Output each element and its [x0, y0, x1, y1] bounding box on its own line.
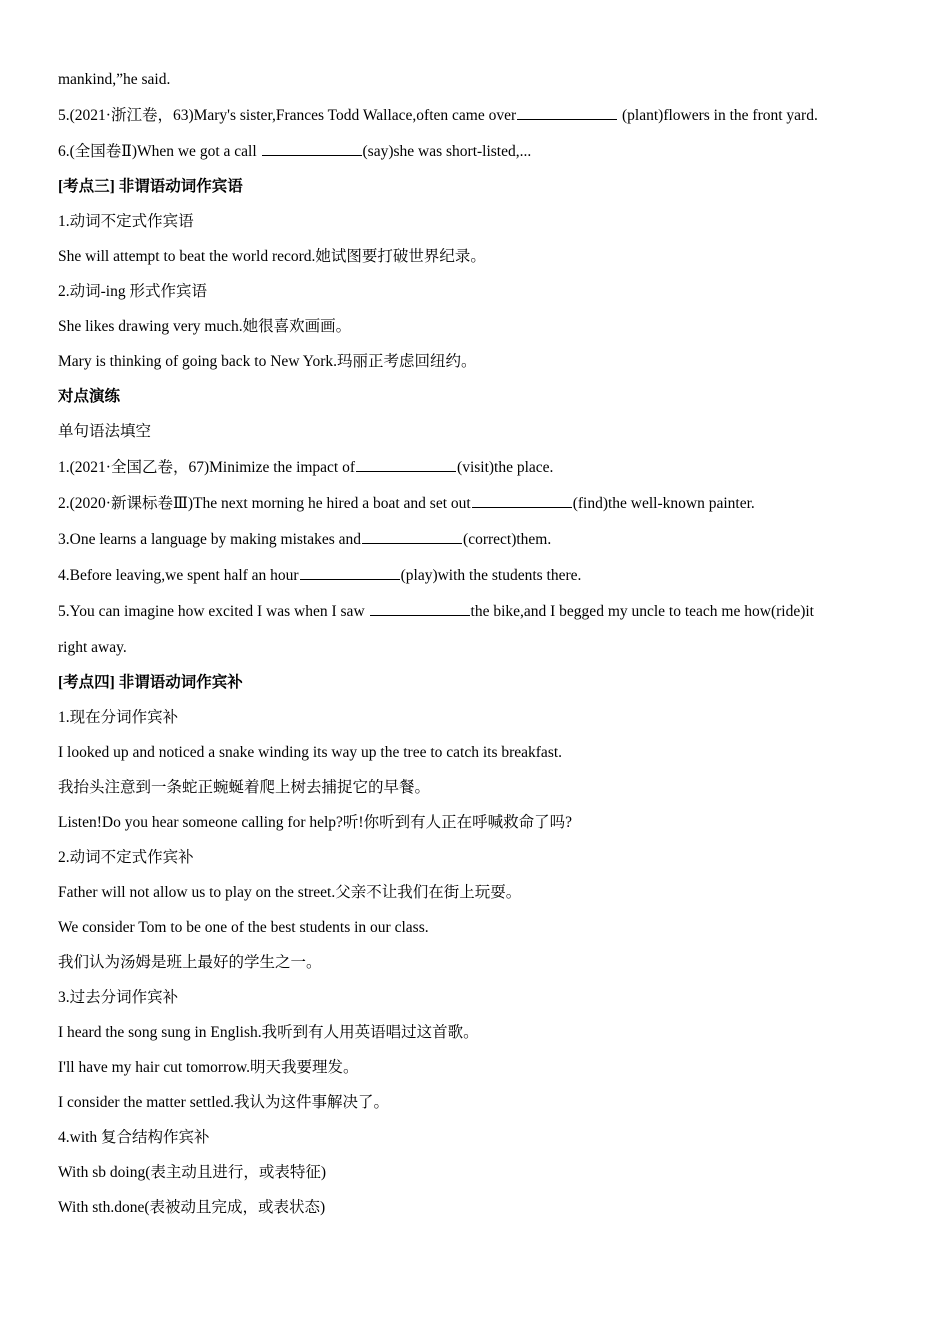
- translation-line: 我抬头注意到一条蛇正蜿蜒着爬上树去捕捉它的早餐。: [58, 779, 431, 796]
- answer-blank[interactable]: [262, 141, 362, 156]
- exercise-item: 5.You can imagine how excited I was when I saw the bike,and I begged my uncle to teach me how(ride)it: [58, 603, 814, 620]
- answer-blank[interactable]: [356, 457, 456, 472]
- example-sentence: Listen!Do you hear someone calling for help?听!你听到有人正在呼喊救命了吗?: [58, 814, 572, 831]
- example-sentence: Mary is thinking of going back to New York.玛丽正考虑回纽约。: [58, 353, 477, 370]
- answer-blank[interactable]: [472, 493, 572, 508]
- subsection-title: 2.动词不定式作宾补: [58, 849, 194, 866]
- subsection-title: 2.动词-ing 形式作宾语: [58, 283, 207, 300]
- answer-blank[interactable]: [370, 601, 470, 616]
- exercise-item: 3.One learns a language by making mistakes and (correct)them.: [58, 531, 552, 548]
- example-sentence: I consider the matter settled.我认为这件事解决了。: [58, 1094, 390, 1111]
- example-sentence: I heard the song sung in English.我听到有人用英语唱过这首歌。: [58, 1024, 479, 1041]
- subsection-title: 4.with 复合结构作宾补: [58, 1129, 210, 1146]
- exercise-continuation: right away.: [58, 639, 127, 656]
- exercise-item: 6.(全国卷Ⅱ)When we got a call (say)she was short-listed,...: [58, 143, 532, 160]
- exercise-item: 2.(2020·新课标卷Ⅲ)The next morning he hired a boat and set out (find)the well-known painter.: [58, 495, 755, 512]
- subsection-title: 1.现在分词作宾补: [58, 709, 179, 726]
- example-sentence: We consider Tom to be one of the best students in our class.: [58, 919, 429, 936]
- answer-blank[interactable]: [517, 105, 617, 120]
- structure-pattern: With sth.done(表被动且完成，或表状态): [58, 1199, 326, 1216]
- practice-heading: 对点演练: [58, 388, 121, 405]
- subsection-title: 1.动词不定式作宾语: [58, 213, 194, 230]
- section-heading: [考点四] 非谓语动词作宾补: [58, 674, 243, 691]
- answer-blank[interactable]: [300, 565, 400, 580]
- example-sentence: She will attempt to beat the world record.她试图要打破世界纪录。: [58, 248, 486, 265]
- exercise-item: 4.Before leaving,we spent half an hour (play)with the students there.: [58, 567, 582, 584]
- section-heading: [考点三] 非谓语动词作宾语: [58, 178, 243, 195]
- example-sentence: Father will not allow us to play on the street.父亲不让我们在街上玩耍。: [58, 884, 522, 901]
- example-sentence: I'll have my hair cut tomorrow.明天我要理发。: [58, 1059, 359, 1076]
- example-sentence: She likes drawing very much.她很喜欢画画。: [58, 318, 352, 335]
- exercise-instruction: 单句语法填空: [58, 423, 152, 440]
- exercise-item: 5.(2021·浙江卷，63)Mary's sister,Frances Todd Wallace,often came over (plant)flowers in the front yard.: [58, 107, 818, 124]
- structure-pattern: With sb doing(表主动且进行，或表特征): [58, 1164, 327, 1181]
- exercise-item: 1.(2021·全国乙卷，67)Minimize the impact of (visit)the place.: [58, 459, 554, 476]
- text-line: mankind,”he said.: [58, 71, 171, 88]
- subsection-title: 3.过去分词作宾补: [58, 989, 179, 1006]
- translation-line: 我们认为汤姆是班上最好的学生之一。: [58, 954, 322, 971]
- example-sentence: I looked up and noticed a snake winding its way up the tree to catch its breakfast.: [58, 744, 563, 761]
- answer-blank[interactable]: [362, 529, 462, 544]
- document-page: [58, 70, 888, 1233]
